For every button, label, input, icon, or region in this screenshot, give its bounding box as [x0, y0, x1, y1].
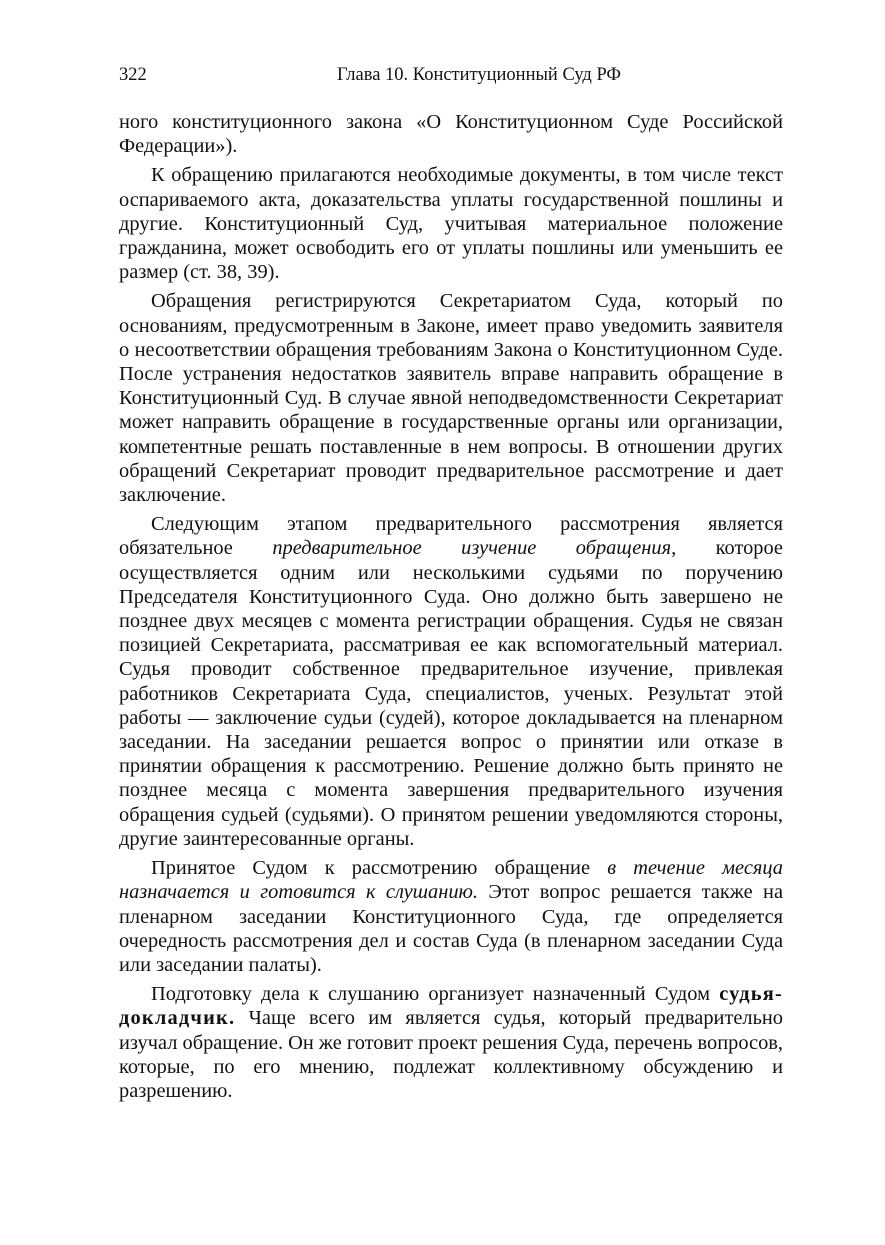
italic-term: в течение месяца назначается и готовится к слушанию. — [119, 857, 784, 904]
paragraph-text: Подготовку дела к слушанию организует назначенный Судом — [151, 983, 720, 1006]
paragraph-text: которое осуществляется одним или несколькими судьями по поручению Председателя Конституционного Суда. Оно должно быть завершено не позднее двух месяцев с момента регистрации обращения. Судья не связан позицией Секретариата, рассматривая ее как вспомогательный материал. Судья проводит собственное предварительное изучение, привлекая работников Секретариата Суда, специалистов, ученых. Результат этой работы — заключение судьи (судей), которое докладывается на пленарном заседании. На заседании решается вопрос о принятии или отказе в принятии обращения к рассмотрению. Решение должно быть принято не позднее месяца с момента завершения предварительного изучения обращения судьей (судьями). О принятом решении уведомляются стороны, другие заинтересованные органы. — [119, 537, 783, 850]
body-text — [119, 110, 783, 1108]
paragraph-text: Этот вопрос решается также на пленарном заседании Конституционного Суда, где определяется очередность рассмотрения дел и состав Суда (в пленарном заседании Суда или заседании палаты). — [119, 881, 784, 976]
paragraph-scheduling — [119, 856, 783, 977]
paragraph-continuation: ного конституционного закона «О Конституционном Суде Российской Федерации»). — [119, 111, 783, 158]
paragraph-preliminary-study — [119, 512, 783, 851]
italic-term: предварительное изучение обращения, — [272, 537, 677, 560]
paragraph-text: Следующим этапом предварительного рассмотрения является обязательное — [119, 513, 783, 560]
paragraph-documents: К обращению прилагаются необходимые документы, в том числе текст оспариваемого акта, доказательства уплаты государственной пошлины и другие. Конституционный Суд, учитывая материальное положение гражданина, может освободить его от уплаты пошлины или уменьшить ее размер (ст. 38, 39). — [119, 164, 783, 284]
page-number: 322 — [119, 65, 147, 85]
running-title: Глава 10. Конституционный Суд РФ — [336, 65, 622, 85]
spaced-term: судья-докладчик. — [119, 983, 783, 1030]
running-head — [119, 62, 783, 88]
paragraph-text: Принятое Судом к рассмотрению обращение — [151, 857, 608, 880]
paragraph-registration: Обращения регистрируются Секретариатом Суда, который по основаниям, предусмотренным в Законе, имеет право уведомить заявителя о несоответствии обращения требованиям Закона о Конституционном Суде. После устранения недостатков заявитель вправе направить обращение в Конституционный Суд. В случае явной неподведомственности Секретариат может направить обращение в государственные органы или организации, компетентные решать поставленные в нем вопросы. В отношении других обращений Секретариат проводит предварительное рассмотрение и дает заключение. — [119, 290, 783, 507]
paragraph-rapporteur — [119, 982, 783, 1103]
paragraph-text: Чаще всего им является судья, который предварительно изучал обращение. Он же готовит проект решения Суда, перечень вопросов, которые, по его мнению, подлежат коллективному обсуждению и разрешению. — [119, 1007, 783, 1102]
